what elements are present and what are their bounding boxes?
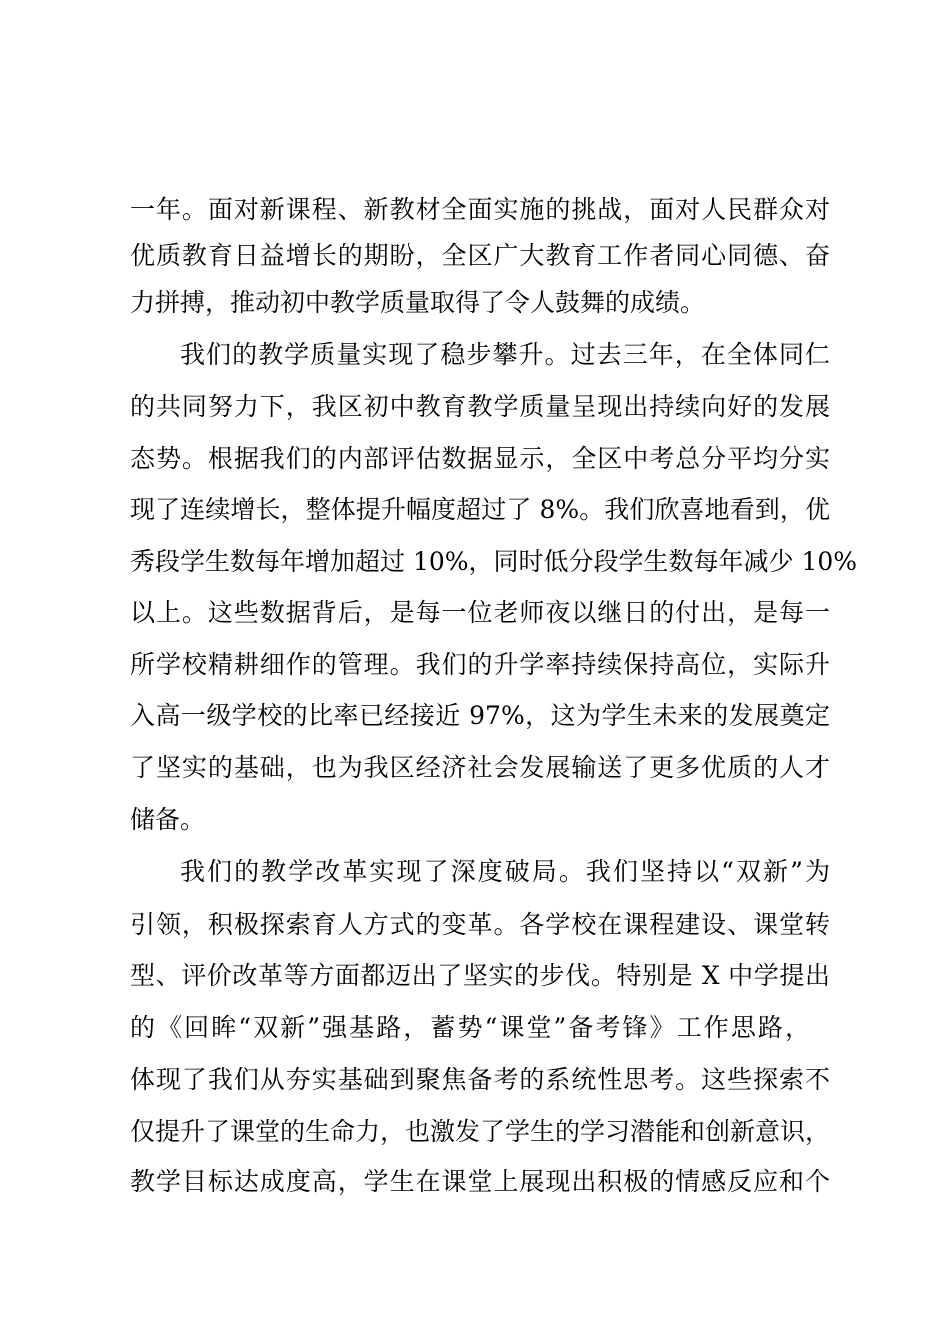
text-line: 以上。这些数据背后，是每一位老师夜以继日的付出，是每一 <box>130 598 830 627</box>
text-line: 型、评价改革等方面都迈出了坚实的步伐。特别是 X 中学提出 <box>130 961 830 990</box>
text-line: 的共同努力下，我区初中教育教学质量呈现出持续向好的发展 <box>130 392 830 421</box>
text-line: 的《回眸“双新”强基路，蓄势“课堂”备考锋》工作思路， <box>130 1013 810 1042</box>
text-line: 优质教育日益增长的期盼，全区广大教育工作者同心同德、奋 <box>130 241 830 270</box>
text-line: 我们的教学质量实现了稳步攀升。过去三年，在全体同仁 <box>180 340 830 369</box>
text-line: 一年。面对新课程、新教材全面实施的挑战，面对人民群众对 <box>130 195 830 224</box>
text-line: 仅提升了课堂的生命力，也激发了学生的学习潜能和创新意识， <box>130 1117 831 1146</box>
text-line: 入高一级学校的比率已经接近 97%，这为学生未来的发展奠定 <box>130 701 830 730</box>
text-line: 秀段学生数每年增加超过 10%，同时低分段学生数每年减少 10% <box>130 547 858 576</box>
text-line: 态势。根据我们的内部评估数据显示，全区中考总分平均分实 <box>130 444 830 473</box>
text-line: 教学目标达成度高，学生在课堂上展现出积极的情感反应和个 <box>130 1167 830 1196</box>
text-line: 了坚实的基础，也为我区经济社会发展输送了更多优质的人才 <box>130 753 830 782</box>
text-line: 体现了我们从夯实基础到聚焦备考的系统性思考。这些探索不 <box>130 1065 830 1094</box>
text-line: 现了连续增长，整体提升幅度超过了 8%。我们欣喜地看到，优 <box>130 495 830 524</box>
text-line: 力拼搏，推动初中教学质量取得了令人鼓舞的成绩。 <box>130 288 706 317</box>
text-line: 储备。 <box>130 805 206 834</box>
text-line: 所学校精耕细作的管理。我们的升学率持续保持高位，实际升 <box>130 650 830 679</box>
text-line: 引领，积极探索育人方式的变革。各学校在课程建设、课堂转 <box>130 910 830 939</box>
text-line: 我们的教学改革实现了深度破局。我们坚持以“双新”为 <box>180 857 830 886</box>
